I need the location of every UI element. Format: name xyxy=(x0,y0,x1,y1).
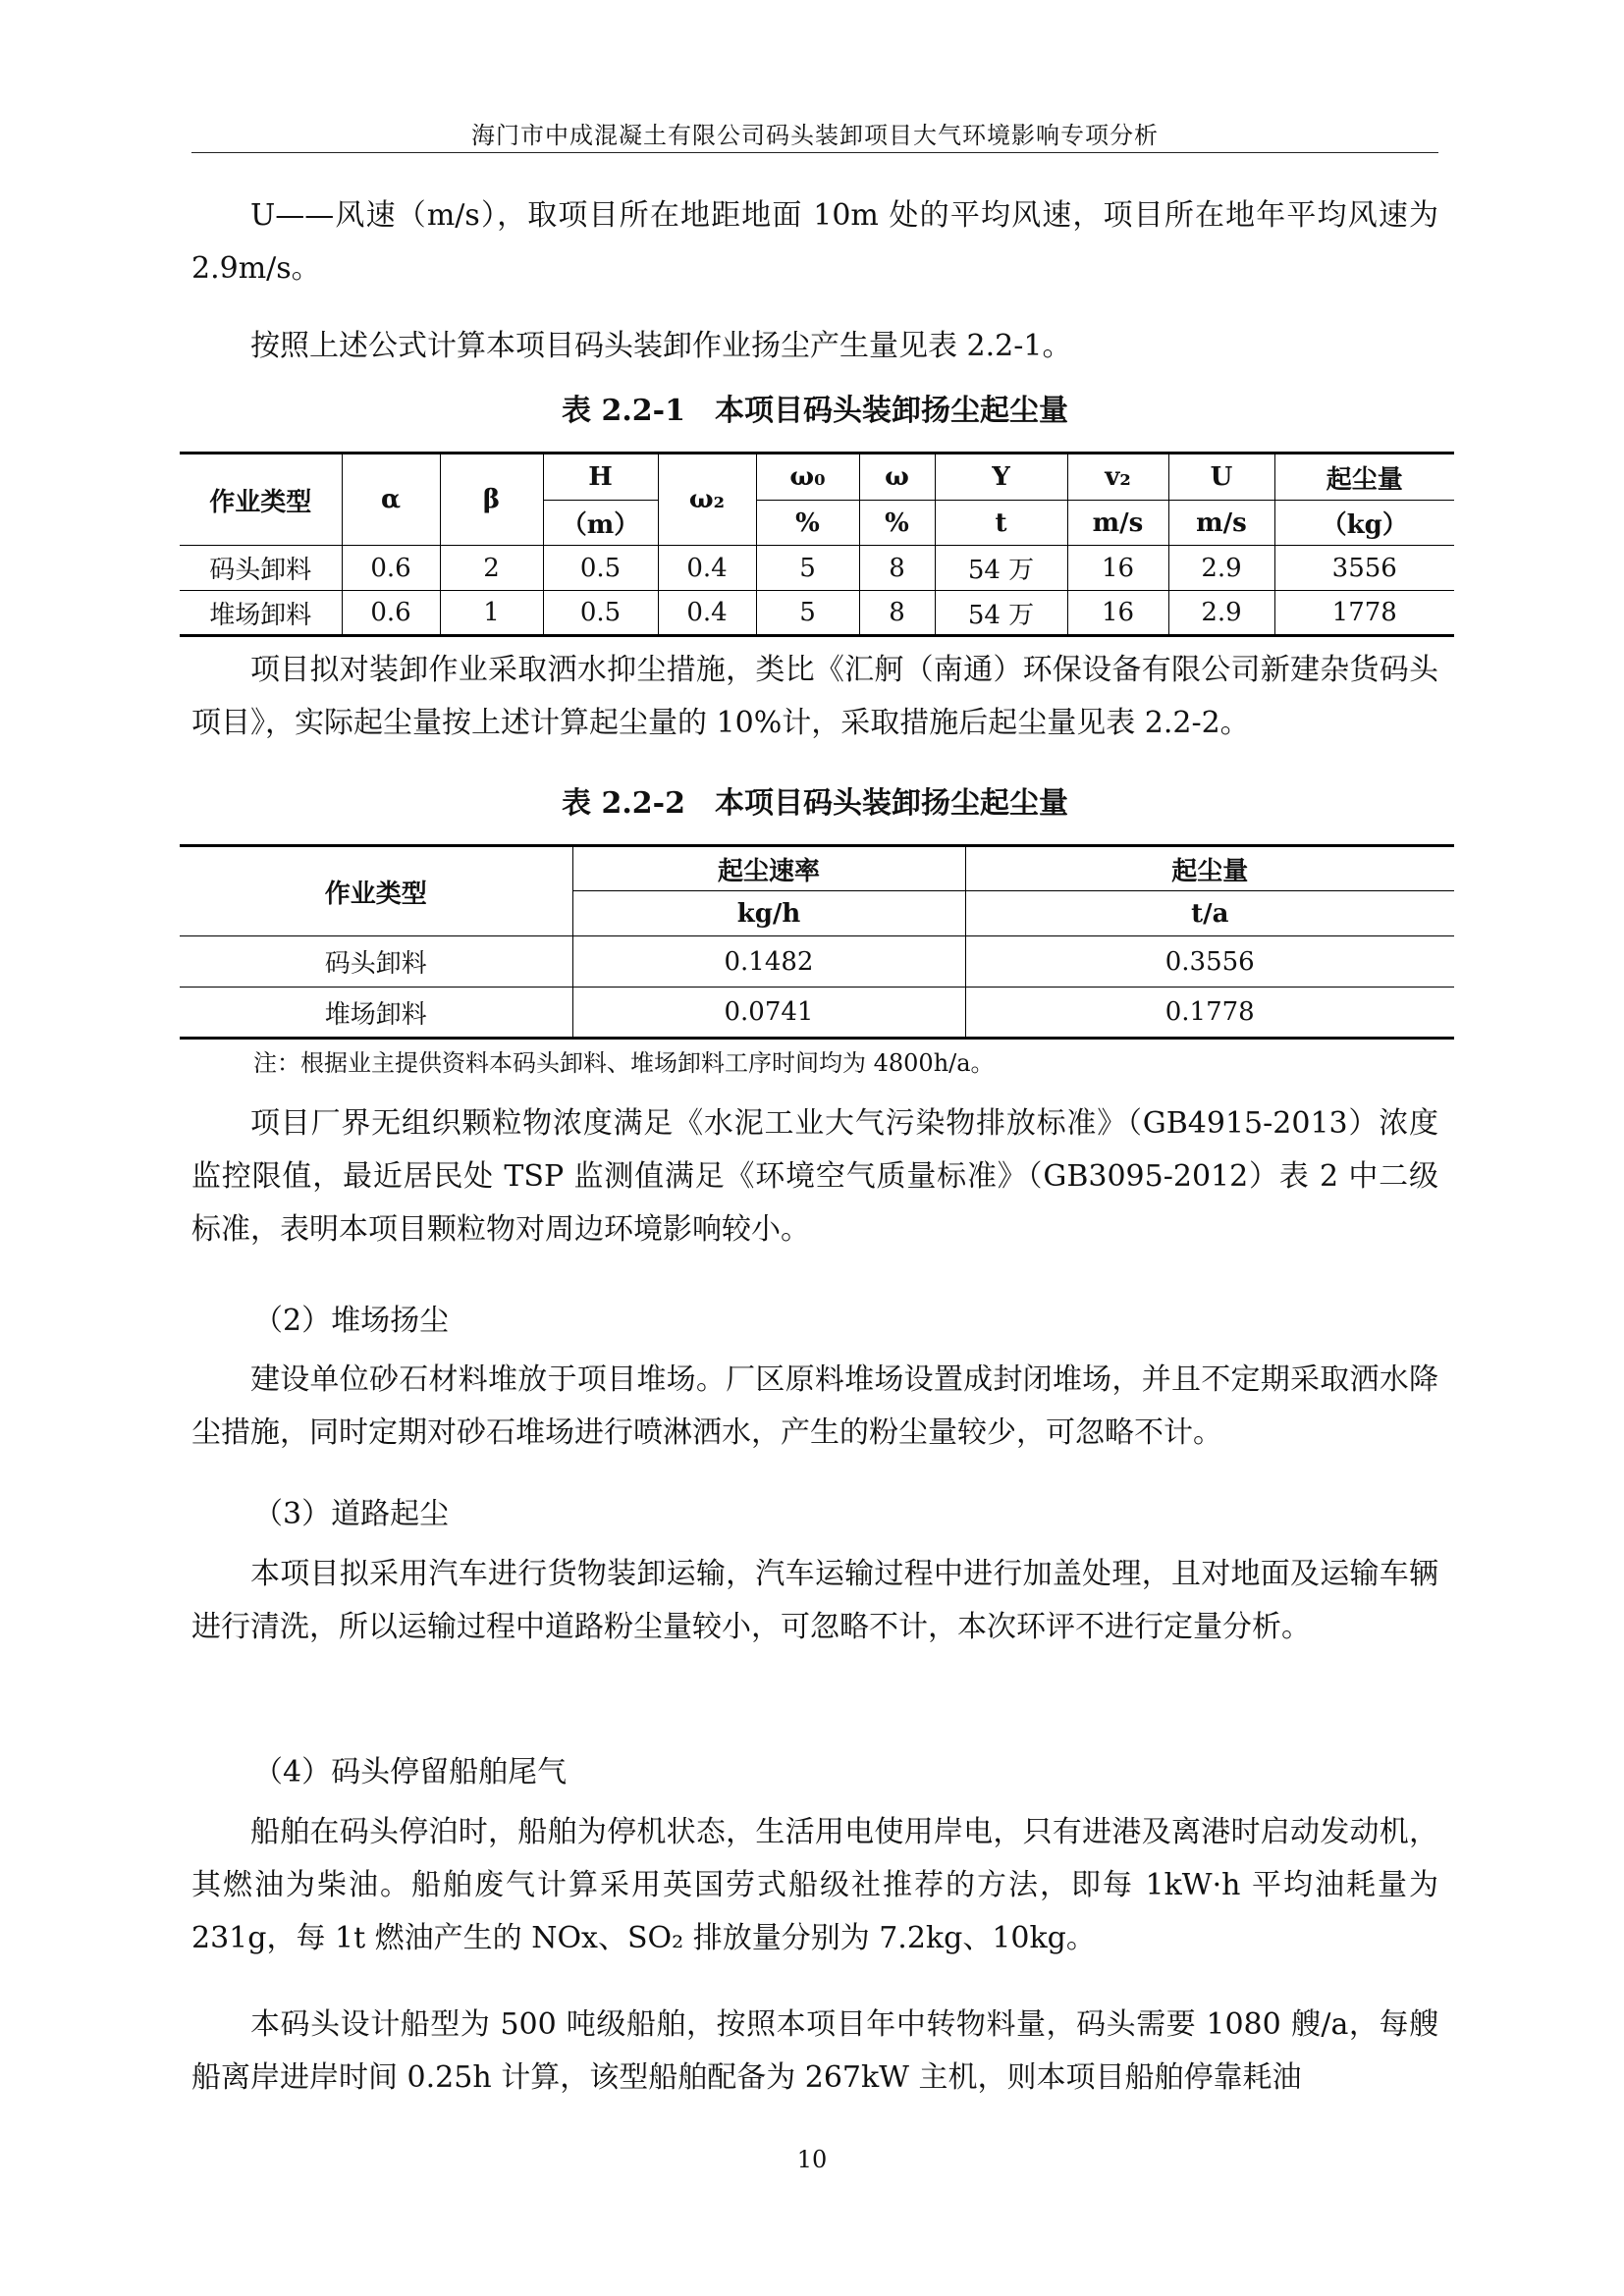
t1-cell: 54 万 xyxy=(935,591,1067,636)
t2-header-rate: 起尘速率 xyxy=(572,846,965,891)
t1-header-y: Y xyxy=(935,454,1067,501)
t1-cell: 0.4 xyxy=(658,546,756,591)
t1-header-w-unit: % xyxy=(859,501,935,546)
t1-cell: 54 万 xyxy=(935,546,1067,591)
paragraph-measures: 项目拟对装卸作业采取洒水抑尘措施，类比《汇舸（南通）环保设备有限公司新建杂货码头项目》，实际起尘量按上述计算起尘量的 10%计，采取措施后起尘量见表 2.2-2。 xyxy=(191,653,1438,740)
table-row xyxy=(180,988,1454,1039)
t2-cell: 0.1482 xyxy=(572,936,965,988)
t1-header-w0: ω₀ xyxy=(756,454,859,501)
t2-header-rate-unit: kg/h xyxy=(572,891,965,936)
t1-header-beta: β xyxy=(440,454,543,546)
table-dust-after-measures xyxy=(180,844,1454,1040)
t2-cell: 0.3556 xyxy=(965,936,1454,988)
t2-header-amount-unit: t/a xyxy=(965,891,1454,936)
t1-cell: 0.6 xyxy=(342,591,440,636)
t1-header-u-unit: m/s xyxy=(1168,501,1274,546)
t1-cell: 0.5 xyxy=(543,591,658,636)
section-heading-yard-dust: （2）堆场扬尘 xyxy=(253,1304,450,1338)
t1-header-v2: v₂ xyxy=(1067,454,1168,501)
paragraph-ship-fuel: 本码头设计船型为 500 吨级船舶，按照本项目年中转物料量，码头需要 1080 艘/a，每艘船离岸进岸时间 0.25h 计算，该型船舶配备为 267kW 主机，则本项目船舶停靠耗油 xyxy=(191,2007,1438,2095)
header-rule xyxy=(191,152,1438,153)
paragraph-wind-speed: U——风速（m/s），取项目所在地距地面 10m 处的平均风速，项目所在地年平均风速为 2.9m/s。 xyxy=(191,198,1438,286)
table1-caption: 表 2.2-1 本项目码头装卸扬尘起尘量 xyxy=(562,394,1068,428)
t1-cell: 1 xyxy=(440,591,543,636)
table-row xyxy=(180,546,1454,591)
section-heading-road-dust: （3）道路起尘 xyxy=(253,1497,450,1531)
table-row xyxy=(180,591,1454,636)
t1-header-type: 作业类型 xyxy=(180,454,342,546)
table2-caption: 表 2.2-2 本项目码头装卸扬尘起尘量 xyxy=(562,786,1068,821)
t2-header-amount: 起尘量 xyxy=(965,846,1454,891)
t1-header-w: ω xyxy=(859,454,935,501)
t1-cell: 8 xyxy=(859,546,935,591)
t1-header-y-unit: t xyxy=(935,501,1067,546)
t1-header-w2: ω₂ xyxy=(658,454,756,546)
t2-cell: 0.0741 xyxy=(572,988,965,1039)
t2-cell: 码头卸料 xyxy=(180,936,572,988)
table-note: 注：根据业主提供资料本码头卸料、堆场卸料工序时间均为 4800h/a。 xyxy=(253,1049,995,1077)
table-dust-generation xyxy=(180,452,1454,637)
t1-cell: 0.4 xyxy=(658,591,756,636)
t1-cell: 1778 xyxy=(1331,598,1397,627)
running-header: 海门市中成混凝土有限公司码头装卸项目大气环境影响专项分析 xyxy=(471,122,1159,149)
paragraph-yard-dust: 建设单位砂石材料堆放于项目堆场。厂区原料堆场设置成封闭堆场，并且不定期采取洒水降尘措施，同时定期对砂石堆场进行喷淋洒水，产生的粉尘量较少，可忽略不计。 xyxy=(191,1362,1438,1450)
paragraph-calc-intro: 按照上述公式计算本项目码头装卸作业扬尘产生量见表 2.2-1。 xyxy=(250,329,1072,363)
t1-header-dust: 起尘量 xyxy=(1274,454,1454,501)
t1-header-h-unit: （m） xyxy=(543,501,658,546)
t1-cell: 5 xyxy=(756,591,859,636)
t2-header-type: 作业类型 xyxy=(180,846,572,936)
t1-cell: 16 xyxy=(1067,546,1168,591)
t1-header-w0-unit: % xyxy=(756,501,859,546)
t1-cell: 0.5 xyxy=(543,546,658,591)
paragraph-ship-exhaust: 船舶在码头停泊时，船舶为停机状态，生活用电使用岸电，只有进港及离港时启动发动机，其燃油为柴油。船舶废气计算采用英国劳式船级社推荐的方法，即每 1kW·h 平均油耗量为 231g，每 1t 燃油产生的 NOx、SO₂ 排放量分别为 7.2kg、10kg。 xyxy=(191,1815,1438,1955)
table-row xyxy=(180,936,1454,988)
t1-cell: 16 xyxy=(1067,591,1168,636)
t2-cell: 0.1778 xyxy=(1164,997,1255,1027)
t1-cell: 堆场卸料 xyxy=(180,591,342,636)
t1-cell: 2 xyxy=(440,546,543,591)
t1-cell: 2.9 xyxy=(1168,591,1274,636)
t1-cell: 3556 xyxy=(1274,546,1454,591)
paragraph-road-dust: 本项目拟采用汽车进行货物装卸运输，汽车运输过程中进行加盖处理，且对地面及运输车辆进行清洗，所以运输过程中道路粉尘量较小，可忽略不计，本次环评不进行定量分析。 xyxy=(191,1557,1438,1644)
t2-cell: 堆场卸料 xyxy=(180,988,572,1039)
page-number: 10 xyxy=(796,2146,828,2173)
t1-header-dust-unit: （kg） xyxy=(1274,501,1454,546)
t1-cell: 8 xyxy=(859,591,935,636)
t1-header-h: H xyxy=(543,454,658,501)
t1-cell: 0.6 xyxy=(342,546,440,591)
t1-header-u: U xyxy=(1168,454,1274,501)
t1-header-v2-unit: m/s xyxy=(1067,501,1168,546)
t1-cell: 5 xyxy=(756,546,859,591)
t1-header-alpha: α xyxy=(342,454,440,546)
t1-cell: 2.9 xyxy=(1168,546,1274,591)
t1-cell: 码头卸料 xyxy=(180,546,342,591)
paragraph-standards: 项目厂界无组织颗粒物浓度满足《水泥工业大气污染物排放标准》（GB4915-2013）浓度监控限值，最近居民处 TSP 监测值满足《环境空气质量标准》（GB3095-2012）表 2 中二级标准，表明本项目颗粒物对周边环境影响较小。 xyxy=(191,1106,1438,1247)
section-heading-ship-exhaust: （4）码头停留船舶尾气 xyxy=(253,1755,568,1789)
